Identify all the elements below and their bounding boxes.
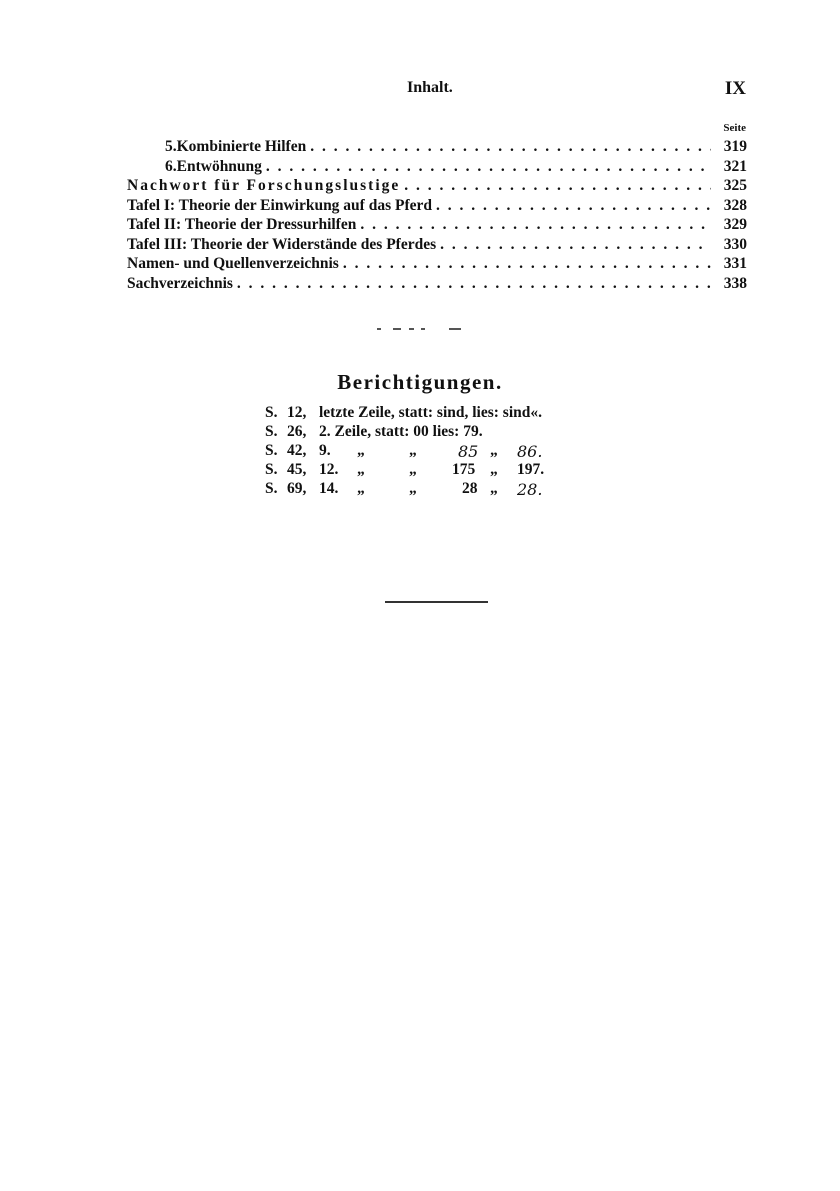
errata-s-label: S.	[265, 423, 278, 440]
errata-row	[265, 423, 585, 442]
toc-entry-page: 328	[723, 196, 747, 214]
toc-entry-page: 321	[723, 157, 747, 175]
errata-row	[265, 461, 585, 480]
section-ornament	[377, 322, 467, 332]
toc-entry	[127, 138, 747, 158]
ditto-mark: „	[357, 442, 365, 459]
dot-leader	[310, 138, 711, 156]
running-head-title: Inhalt.	[407, 79, 453, 96]
errata-line: 9.	[319, 442, 331, 459]
toc-entry-title: Nachwort für Forschungslustige	[127, 177, 401, 194]
toc-entry-page: 330	[723, 235, 747, 253]
ditto-mark: „	[490, 461, 498, 478]
dot-leader	[440, 236, 711, 254]
toc-entry-title: Tafel II: Theorie der Dressurhilfen	[127, 216, 357, 233]
ditto-mark: „	[357, 480, 365, 497]
page-number: IX	[724, 78, 746, 99]
page-column-label: Seite	[723, 122, 746, 134]
toc-entry	[127, 158, 747, 178]
errata-page: 12,	[287, 404, 307, 421]
running-head	[0, 79, 840, 101]
ditto-mark: „	[357, 461, 365, 478]
ditto-mark: „	[409, 461, 417, 478]
errata-s-label: S.	[265, 442, 278, 459]
toc-entry	[127, 255, 747, 275]
toc-entry-title: Entwöhnung	[176, 157, 262, 175]
errata-heading: Berichtigungen.	[337, 370, 503, 394]
errata-s-label: S.	[265, 461, 278, 478]
errata-old-value: 85	[458, 442, 479, 461]
ditto-mark: „	[409, 442, 417, 459]
errata-page: 45,	[287, 461, 307, 478]
toc-entry-title: Tafel I: Theorie der Einwirkung auf das Pferd	[127, 196, 433, 214]
toc-entry-page: 331	[723, 255, 747, 272]
toc-entry-number: 6.	[165, 157, 177, 175]
dot-leader	[237, 275, 711, 293]
ditto-mark: „	[490, 442, 498, 459]
errata-row	[265, 480, 585, 499]
ditto-mark: „	[490, 480, 498, 497]
ditto-mark: „	[409, 480, 417, 497]
errata-s-label: S.	[265, 404, 278, 421]
toc-entry	[127, 236, 747, 256]
errata-new-value: 197.	[517, 461, 545, 478]
errata-correction: letzte Zeile, statt: sind, lies: sind«.	[319, 404, 543, 421]
errata-row	[265, 404, 585, 423]
dot-leader	[266, 158, 711, 176]
dot-leader	[404, 177, 711, 195]
toc-entry-page: 329	[723, 216, 747, 233]
dot-leader	[343, 255, 711, 273]
errata-line: 12.	[319, 461, 339, 478]
errata-correction: 2. Zeile, statt: 00 lies: 79.	[319, 423, 483, 440]
errata-page: 42,	[287, 442, 307, 459]
toc-entry-title: Namen- und Quellenverzeichnis	[127, 255, 339, 272]
errata-list	[265, 404, 585, 499]
table-of-contents	[127, 138, 747, 294]
errata-s-label: S.	[265, 480, 278, 497]
toc-entry-page: 338	[723, 274, 747, 292]
toc-entry-title: Tafel III: Theorie der Widerstände des Pferdes	[127, 235, 437, 253]
errata-page: 26,	[287, 423, 307, 440]
dot-leader	[360, 216, 711, 234]
errata-row	[265, 442, 585, 461]
toc-entry-title: Kombinierte Hilfen	[176, 138, 307, 155]
toc-entry-title: Sachverzeichnis	[127, 274, 233, 292]
toc-entry	[127, 216, 747, 236]
closing-rule	[385, 601, 488, 603]
toc-entry	[127, 197, 747, 217]
toc-entry-page: 319	[723, 138, 747, 155]
errata-new-value: 28.	[517, 480, 543, 499]
errata-new-value: 86.	[517, 442, 543, 461]
dot-leader	[436, 197, 711, 215]
toc-entry	[127, 275, 747, 295]
errata-old-value: 175	[452, 461, 476, 478]
toc-entry	[127, 177, 747, 197]
toc-entry-page: 325	[723, 177, 747, 194]
errata-line: 14.	[319, 480, 339, 497]
errata-old-value: 28	[462, 480, 478, 497]
errata-page: 69,	[287, 480, 307, 497]
toc-entry-number: 5.	[165, 138, 177, 155]
